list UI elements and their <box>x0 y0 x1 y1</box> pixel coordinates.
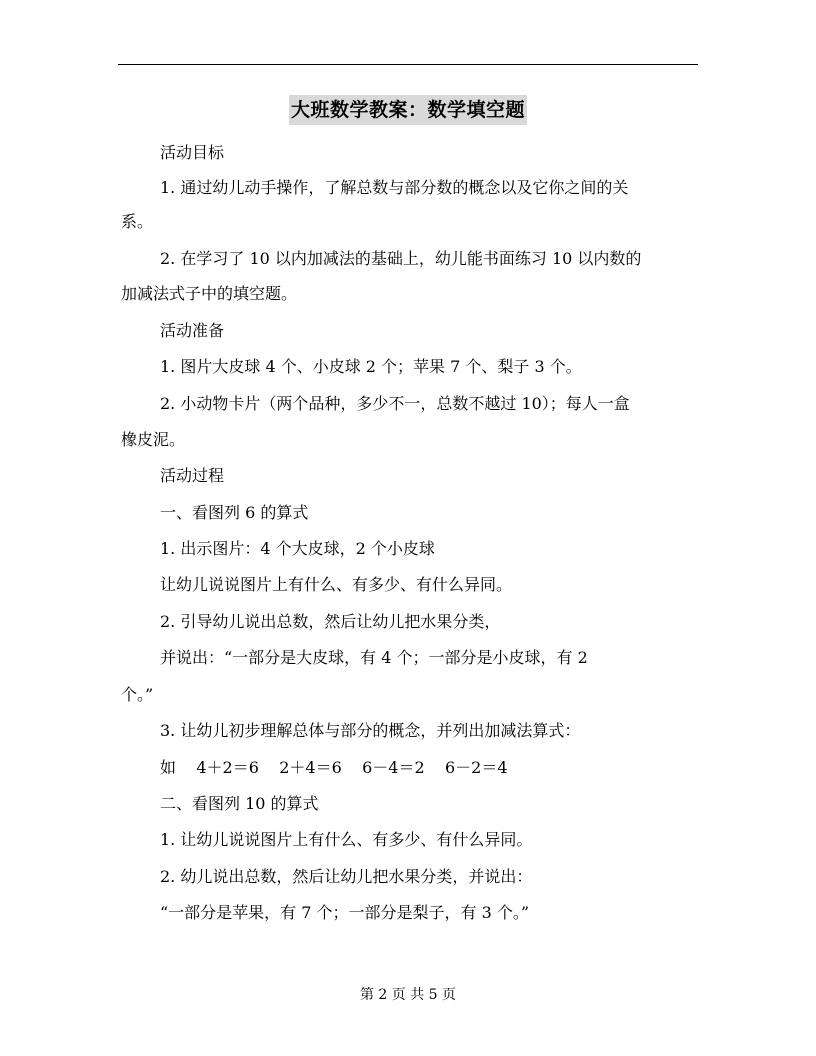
paragraph-line: 2. 在学习了 10 以内加减法的基础上，幼儿能书面练习 10 以内数的 <box>160 249 642 268</box>
paragraph-line: 橡皮泥。 <box>121 430 186 449</box>
paragraph-line: 2. 幼儿说出总数，然后让幼儿把水果分类，并说出： <box>160 867 533 886</box>
title-container <box>0 95 816 125</box>
paragraph-line: 1. 图片大皮球 4 个、小皮球 2 个；苹果 7 个、梨子 3 个。 <box>160 357 582 376</box>
paragraph-line: “一部分是苹果，有 7 个；一部分是梨子，有 3 个。” <box>160 903 530 922</box>
section-heading-goals: 活动目标 <box>160 143 225 162</box>
paragraph-line: 1. 让幼儿说说图片上有什么、有多少、有什么异同。 <box>160 830 533 849</box>
section-heading-prep: 活动准备 <box>160 321 225 340</box>
paragraph-line: 1. 通过幼儿动手操作，了解总数与部分数的概念以及它你之间的关 <box>160 178 629 197</box>
paragraph-line: 让幼儿说说图片上有什么、有多少、有什么异同。 <box>160 575 513 594</box>
paragraph-line: 2. 小动物卡片（两个品种，多少不一，总数不越过 10）；每人一盒 <box>160 394 630 413</box>
document-title: 大班数学教案：数学填空题 <box>289 95 527 125</box>
paragraph-line: 系。 <box>121 212 154 231</box>
section-heading-process: 活动过程 <box>160 466 225 485</box>
paragraph-line: 1. 出示图片：4 个大皮球，2 个小皮球 <box>160 539 435 558</box>
paragraph-line: 并说出：“一部分是大皮球，有 4 个；一部分是小皮球，有 2 <box>160 648 588 667</box>
paragraph-line: 加减法式子中的填空题。 <box>121 284 298 303</box>
paragraph-line: 个。” <box>121 685 154 704</box>
header-rule <box>118 64 698 65</box>
paragraph-line: 2. 引导幼儿说出总数，然后让幼儿把水果分类， <box>160 612 501 631</box>
equation-line: 如 4＋2＝6 2＋4＝6 6－4＝2 6－2＝4 <box>160 758 508 777</box>
subsection-heading: 一、看图列 6 的算式 <box>160 503 309 522</box>
page-number: 第 2 页 共 5 页 <box>359 987 457 1003</box>
paragraph-line: 3. 让幼儿初步理解总体与部分的概念，并列出加减法算式： <box>160 721 581 740</box>
subsection-heading: 二、看图列 10 的算式 <box>160 794 319 813</box>
